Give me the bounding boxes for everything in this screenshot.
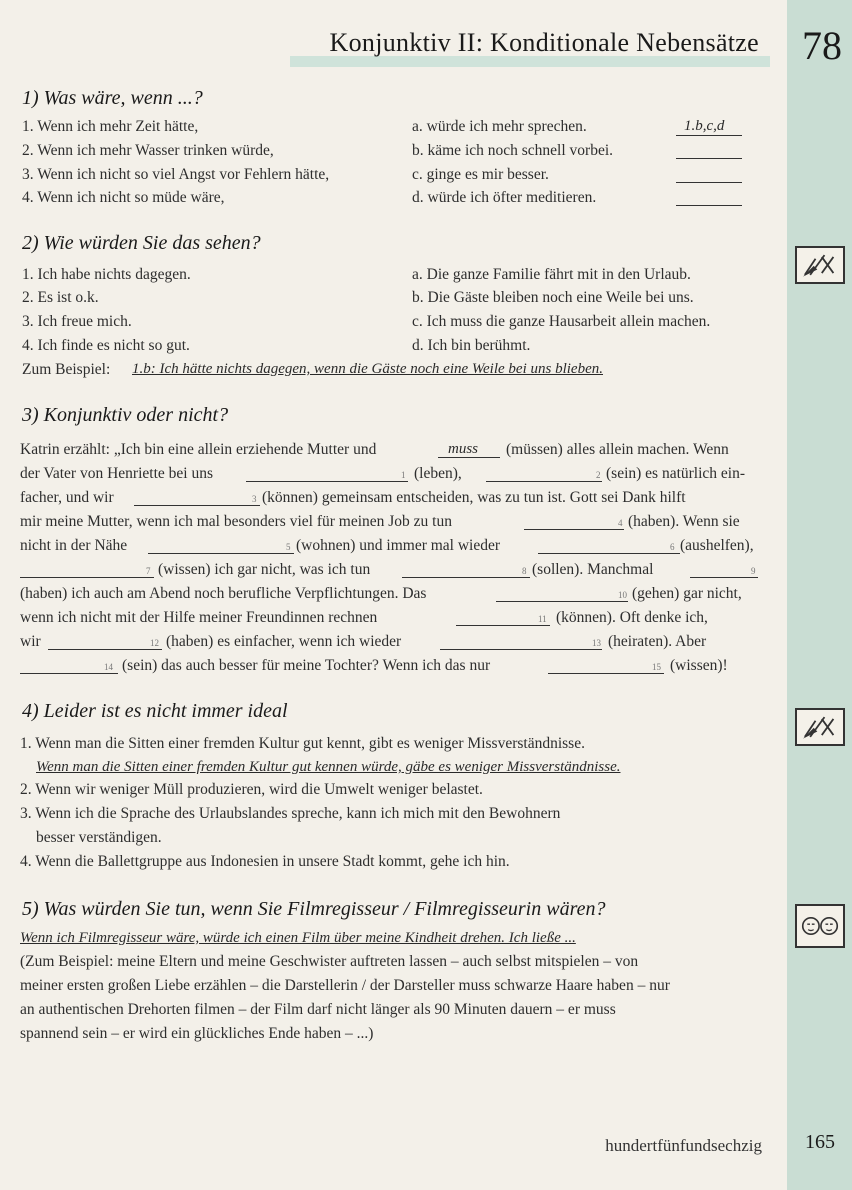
page-title: Konjunktiv II: Konditionale Nebensätze xyxy=(329,28,759,57)
s3-blank-10[interactable] xyxy=(496,601,628,602)
s2-right-a: a. Die ganze Familie fährt mit in den Urlaub. xyxy=(412,266,691,283)
s3-line10-b: (wissen)! xyxy=(670,657,728,674)
s3-blank-7[interactable] xyxy=(20,577,154,578)
s3-line5-a: nicht in der Nähe xyxy=(20,537,128,554)
s3-line8-b: (können). Oft denke ich, xyxy=(556,609,708,626)
page-number-words: hundertfünfundsechzig xyxy=(605,1136,762,1155)
s2-right-b: b. Die Gäste bleiben noch eine Weile bei uns. xyxy=(412,289,694,306)
section-1-title: 1) Was wäre, wenn ...? xyxy=(22,87,203,109)
s3-line5-c: (aushelfen), xyxy=(680,537,754,554)
s3-blank-9[interactable] xyxy=(690,577,758,578)
s3-blank-5[interactable] xyxy=(148,553,294,554)
s1-left-4: 4. Wenn ich nicht so müde wäre, xyxy=(22,189,225,206)
s3-line10-a: (sein) das auch besser für meine Tochter? Wenn ich das nur xyxy=(122,657,491,674)
s1-right-a: a. würde ich mehr sprechen. xyxy=(412,118,587,135)
s3-line2-c: (sein) es natürlich ein- xyxy=(606,465,746,482)
writing-icon xyxy=(795,246,845,284)
s3-num-2: 2 xyxy=(596,470,601,480)
s3-line3-a: facher, und wir xyxy=(20,489,114,506)
s3-line9-c: (heiraten). Aber xyxy=(608,633,707,650)
s2-left-4: 4. Ich finde es nicht so gut. xyxy=(22,337,190,354)
s3-blank-13[interactable] xyxy=(440,649,602,650)
chapter-number: 78 xyxy=(802,23,842,68)
s1-blank-1[interactable] xyxy=(676,135,742,136)
s3-line4-b: (haben). Wenn sie xyxy=(628,513,740,530)
s3-line7-a: (haben) ich auch am Abend noch berufliche Verpflichtungen. Das xyxy=(20,585,427,602)
s3-num-1: 1 xyxy=(401,470,406,480)
s3-num-15: 15 xyxy=(652,662,661,672)
s3-line8-a: wenn ich nicht mit der Hilfe meiner Freundinnen rechnen xyxy=(20,609,378,626)
chapter-strip xyxy=(787,0,852,1190)
s1-blank-3[interactable] xyxy=(676,182,742,183)
s2-right-c: c. Ich muss die ganze Hausarbeit allein machen. xyxy=(412,313,711,330)
s1-left-2: 2. Wenn ich mehr Wasser trinken würde, xyxy=(22,142,274,159)
s3-num-5: 5 xyxy=(286,542,291,552)
s1-left-1: 1. Wenn ich mehr Zeit hätte, xyxy=(22,118,199,135)
s3-num-11: 11 xyxy=(538,614,547,624)
section-5-title: 5) Was würden Sie tun, wenn Sie Filmregisseur / Filmregisseurin wären? xyxy=(22,898,606,920)
s2-example-answer: 1.b: Ich hätte nichts dagegen, wenn die Gäste noch eine Weile bei uns blieben. xyxy=(132,361,603,377)
s5-answer: Wenn ich Filmregisseur wäre, würde ich einen Film über meine Kindheit drehen. Ich ließe ... xyxy=(20,930,576,946)
s3-blank-14[interactable] xyxy=(20,673,118,674)
section-2-title: 2) Wie würden Sie das sehen? xyxy=(22,232,261,254)
s3-blank-0[interactable] xyxy=(438,457,500,458)
s4-item-1: 1. Wenn man die Sitten einer fremden Kultur gut kennt, gibt es weniger Missverständnisse. xyxy=(20,735,585,752)
s1-right-b: b. käme ich noch schnell vorbei. xyxy=(412,142,614,159)
s2-example-label: Zum Beispiel: xyxy=(22,361,111,378)
s1-answer-1: 1.b,c,d xyxy=(684,118,725,134)
s1-blank-2[interactable] xyxy=(676,158,742,159)
s5-paragraph-2: meiner ersten großen Liebe erzählen – die Darstellerin / der Darsteller muss schwarze Haare haben – nur xyxy=(20,977,670,994)
s4-answer-1: Wenn man die Sitten einer fremden Kultur gut kennen würde, gäbe es weniger Missverständnisse. xyxy=(36,759,621,775)
speaking-icon xyxy=(795,904,845,948)
s3-num-8: 8 xyxy=(522,566,527,576)
s3-num-3: 3 xyxy=(252,494,257,504)
s3-num-4: 4 xyxy=(618,518,623,528)
s3-line6-b: (sollen). Manchmal xyxy=(532,561,654,578)
s3-line3-b: (können) gemeinsam entscheiden, was zu tun ist. Gott sei Dank hilft xyxy=(262,489,686,506)
s3-line5-b: (wohnen) und immer mal wieder xyxy=(296,537,501,554)
s3-num-9: 9 xyxy=(751,566,756,576)
s5-paragraph-4: spannend sein – er wird ein glückliches Ende haben – ...) xyxy=(20,1025,374,1042)
s4-item-4: 4. Wenn die Ballettgruppe aus Indonesien in unsere Stadt kommt, gehe ich hin. xyxy=(20,853,510,870)
s1-blank-4[interactable] xyxy=(676,205,742,206)
s3-blank-4[interactable] xyxy=(524,529,624,530)
s3-blank-2[interactable] xyxy=(486,481,602,482)
s3-line6-a: (wissen) ich gar nicht, was ich tun xyxy=(158,561,371,578)
section-3-title: 3) Konjunktiv oder nicht? xyxy=(22,404,229,426)
s3-num-6: 6 xyxy=(670,542,675,552)
s3-num-13: 13 xyxy=(592,638,601,648)
s3-num-14: 14 xyxy=(104,662,113,672)
s3-blank-3[interactable] xyxy=(134,505,260,506)
s3-line4-a: mir meine Mutter, wenn ich mal besonders viel für meinen Job zu tun xyxy=(20,513,452,530)
s3-line1-b: (müssen) alles allein machen. Wenn xyxy=(506,441,729,458)
s1-left-3: 3. Wenn ich nicht so viel Angst vor Fehlern hätte, xyxy=(22,166,330,183)
s3-line2-b: (leben), xyxy=(414,465,462,482)
s3-line1-a: Katrin erzählt: „Ich bin eine allein erziehende Mutter und xyxy=(20,441,377,458)
s4-item-3b: besser verständigen. xyxy=(36,829,162,846)
writing-icon xyxy=(795,708,845,746)
s3-blank-1[interactable] xyxy=(246,481,408,482)
s3-blank-12[interactable] xyxy=(48,649,162,650)
s2-right-d: d. Ich bin berühmt. xyxy=(412,337,531,354)
page-number: 165 xyxy=(805,1131,835,1153)
s3-blank-6[interactable] xyxy=(538,553,680,554)
s3-line7-b: (gehen) gar nicht, xyxy=(632,585,742,602)
s3-line9-b: (haben) es einfacher, wenn ich wieder xyxy=(166,633,402,650)
s1-right-d: d. würde ich öfter meditieren. xyxy=(412,189,597,206)
s3-line9-a: wir xyxy=(20,633,41,650)
s5-paragraph-3: an authentischen Drehorten filmen – der Film darf nicht länger als 90 Minuten dauern – er muss xyxy=(20,1001,616,1018)
s2-left-1: 1. Ich habe nichts dagegen. xyxy=(22,266,191,283)
s3-line2-a: der Vater von Henriette bei uns xyxy=(20,465,213,482)
s3-blank-8[interactable] xyxy=(402,577,530,578)
s5-paragraph-1: (Zum Beispiel: meine Eltern und meine Geschwister auftreten lassen – auch selbst mitspielen – von xyxy=(20,953,639,970)
s2-left-3: 3. Ich freue mich. xyxy=(22,313,132,330)
section-4-title: 4) Leider ist es nicht immer ideal xyxy=(22,700,288,722)
s3-num-7: 7 xyxy=(146,566,151,576)
s4-item-2: 2. Wenn wir weniger Müll produzieren, wird die Umwelt weniger belastet. xyxy=(20,781,483,798)
s2-left-2: 2. Es ist o.k. xyxy=(22,289,99,306)
s4-item-3a: 3. Wenn ich die Sprache des Urlaubslandes spreche, kann ich mich mit den Bewohnern xyxy=(20,805,561,822)
s3-blank-15[interactable] xyxy=(548,673,664,674)
s3-num-10: 10 xyxy=(618,590,627,600)
s1-right-c: c. ginge es mir besser. xyxy=(412,166,549,183)
s3-answer-0: muss xyxy=(448,441,479,457)
s3-blank-11[interactable] xyxy=(456,625,550,626)
s3-num-12: 12 xyxy=(150,638,159,648)
